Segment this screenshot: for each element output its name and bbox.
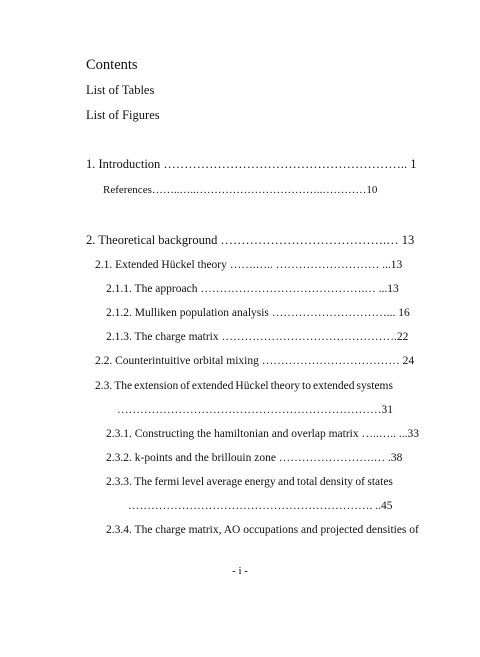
toc-entry-mulliken-population-analysis[interactable]: 2.1.2. Mulliken population analysis …………………………... 16 <box>106 307 410 319</box>
list-of-figures-link[interactable]: List of Figures <box>86 108 160 122</box>
word: Hückel <box>235 380 269 392</box>
word: extension <box>134 380 179 392</box>
toc-entry-theoretical-background[interactable]: 2. Theoretical background ………………………………….… 13 <box>86 233 415 247</box>
word: The <box>134 476 153 488</box>
page-number: - i - <box>232 565 248 577</box>
toc-entry-references[interactable]: References……..…..……………………………..…………10 <box>103 184 378 196</box>
word: of <box>180 380 190 392</box>
toc-entry-the-approach[interactable]: 2.1.1. The approach …………………………………….… ...13 <box>106 283 399 295</box>
word: theory <box>270 380 301 392</box>
word: extended <box>313 380 355 392</box>
word: states <box>367 476 393 488</box>
word: energy <box>244 476 276 488</box>
word: to <box>302 380 311 392</box>
toc-entry-the-charge-matrix[interactable]: 2.1.3. The charge matrix ……………………………………….22 <box>106 331 409 343</box>
contents-title: Contents <box>86 57 138 73</box>
word: 2.3.3. <box>106 476 132 488</box>
word: systems <box>356 380 393 392</box>
toc-entry-charge-matrix-ao-occupations[interactable]: 2.3.4. The charge matrix, AO occupations and projected densities of <box>106 524 419 536</box>
word: average <box>206 476 243 488</box>
toc-entry-fermi-level-line2[interactable]: ………………………………………………………. ..45 <box>128 500 393 512</box>
toc-entry-extension-line1[interactable] <box>95 380 393 392</box>
toc-entry-counterintuitive-orbital-mixing[interactable]: 2.2. Counterintuitive orbital mixing ……………………………… 24 <box>95 355 415 367</box>
word: of <box>355 476 365 488</box>
toc-entry-fermi-level-line1[interactable] <box>106 476 393 488</box>
toc-entry-k-points[interactable]: 2.3.2. k-points and the brillouin zone …………………….… .38 <box>106 452 403 464</box>
word: 2.3. <box>95 380 113 392</box>
word: total <box>297 476 318 488</box>
word: fermi <box>154 476 180 488</box>
word: level <box>181 476 205 488</box>
list-of-tables-link[interactable]: List of Tables <box>86 83 155 97</box>
toc-entry-constructing-hamiltonian[interactable]: 2.3.1. Constructing the hamiltonian and overlap matrix …..….. ...33 <box>106 428 420 440</box>
toc-entry-introduction[interactable]: 1. Introduction ………………………………………………….. 1 <box>86 157 417 171</box>
toc-entry-extension-line2[interactable]: ……………………………………………………………31 <box>117 404 393 416</box>
word: and <box>278 476 295 488</box>
toc-entry-extended-huckel-theory[interactable]: 2.1. Extended Hückel theory …….….. ……………………… ...13 <box>95 259 403 271</box>
word: density <box>319 476 354 488</box>
word: The <box>114 380 133 392</box>
word: extended <box>191 380 234 392</box>
